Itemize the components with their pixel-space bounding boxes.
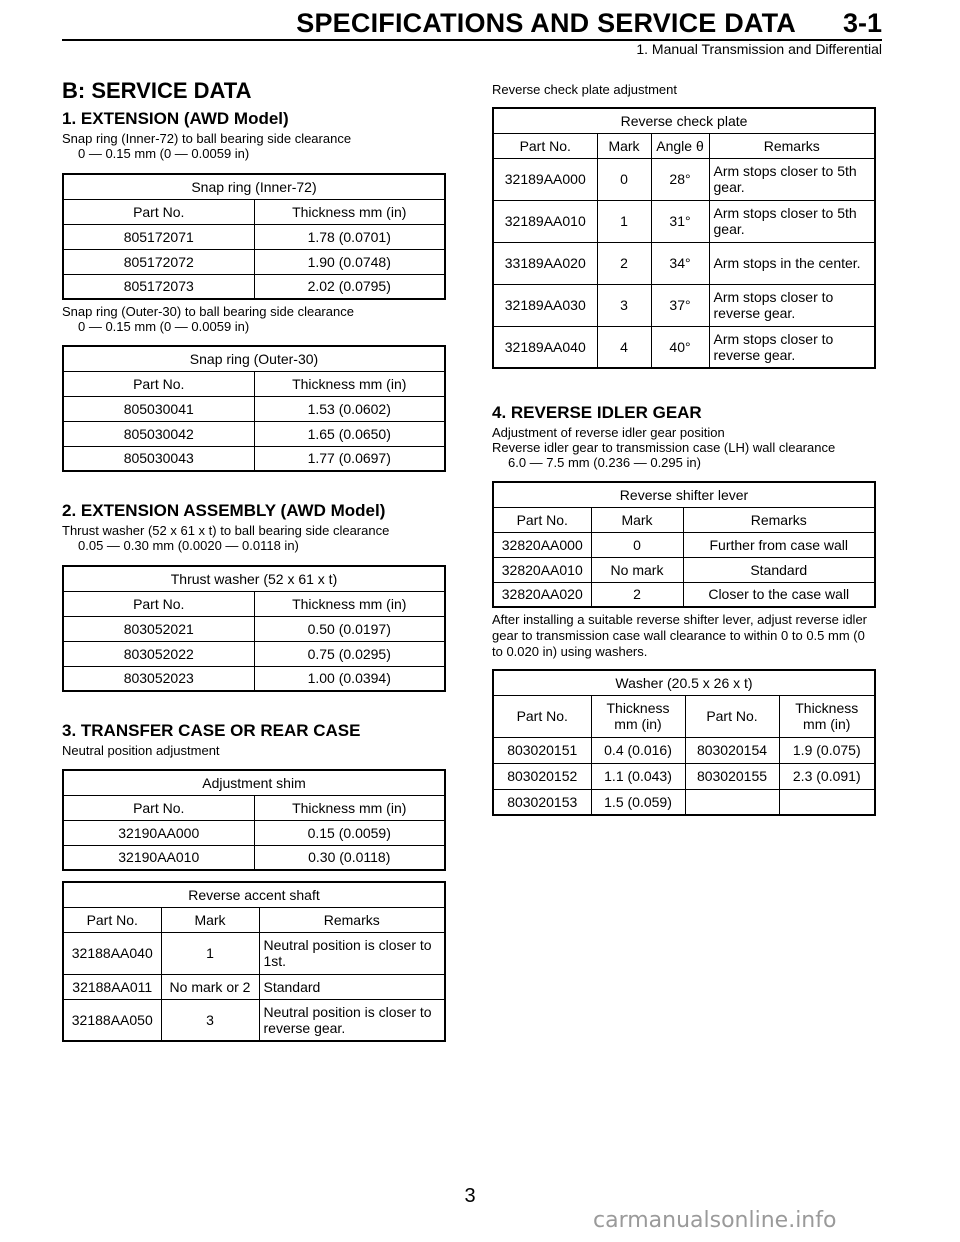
page-heading: B: SERVICE DATA xyxy=(62,78,252,103)
thickness-cell: 2.02 (0.0795) xyxy=(254,274,445,299)
table-row xyxy=(493,158,875,200)
part-number-cell: 32190AA000 xyxy=(63,820,254,845)
part-number-cell: 32820AA000 xyxy=(493,532,591,557)
column-header: Part No. xyxy=(63,371,254,396)
section1-intro-line2: 0 — 0.15 mm (0 — 0.0059 in) xyxy=(78,146,250,161)
remarks-cell: Standard xyxy=(259,974,445,999)
column-header: Thickness mm (in) xyxy=(254,795,445,820)
thickness-cell: 1.77 (0.0697) xyxy=(254,446,445,471)
mark-cell: 0 xyxy=(597,158,651,200)
section4-heading: 4. REVERSE IDLER GEAR xyxy=(492,403,702,422)
snap-ring-outer-table xyxy=(62,345,446,472)
column-header: Part No. xyxy=(63,795,254,820)
table-row xyxy=(493,737,875,763)
table-row xyxy=(63,616,445,641)
column-header: Remarks xyxy=(259,907,445,932)
part-number-cell: 32188AA050 xyxy=(63,999,161,1041)
thickness-cell: 0.4 (0.016) xyxy=(591,737,685,763)
reverse-accent-shaft-table xyxy=(62,881,446,1042)
mark-cell: 3 xyxy=(597,284,651,326)
column-header: Part No. xyxy=(63,591,254,616)
thickness-cell: 1.00 (0.0394) xyxy=(254,666,445,691)
header-title: SPECIFICATIONS AND SERVICE DATA xyxy=(296,8,796,38)
section1-intro-line1: Snap ring (Inner-72) to ball bearing side clearance xyxy=(62,131,352,146)
table-title: Snap ring (Inner-72) xyxy=(63,174,445,199)
thickness-cell xyxy=(779,789,875,815)
column-header: Part No. xyxy=(493,507,591,532)
part-number-cell: 805172073 xyxy=(63,274,254,299)
column-header: Thickness mm (in) xyxy=(779,695,875,737)
part-number-cell: 803020152 xyxy=(493,763,591,789)
section2-intro-line1: Thrust washer (52 x 61 x t) to ball bearing side clearance xyxy=(62,523,390,538)
part-number-cell: 33189AA020 xyxy=(493,242,597,284)
mark-cell: No mark or 2 xyxy=(161,974,259,999)
section3-heading: 3. TRANSFER CASE OR REAR CASE xyxy=(62,721,361,740)
thickness-cell: 0.50 (0.0197) xyxy=(254,616,445,641)
column-header: Thickness mm (in) xyxy=(254,591,445,616)
column-header: Angle θ xyxy=(651,133,709,158)
section1-intro2-line1: Snap ring (Outer-30) to ball bearing side clearance xyxy=(62,304,354,319)
mark-cell: No mark xyxy=(591,557,683,582)
snap-ring-inner-table xyxy=(62,173,446,300)
part-number-cell: 803020154 xyxy=(685,737,779,763)
section2-heading: 2. EXTENSION ASSEMBLY (AWD Model) xyxy=(62,501,386,520)
remarks-cell: Arm stops closer to 5th gear. xyxy=(709,158,875,200)
part-number-cell: 803052022 xyxy=(63,641,254,666)
table-row xyxy=(493,284,875,326)
table-row xyxy=(63,999,445,1041)
watermark: carmanualsonline.info xyxy=(593,1208,837,1233)
column-header: Thickness mm (in) xyxy=(591,695,685,737)
mark-cell: 1 xyxy=(597,200,651,242)
table-title: Washer (20.5 x 26 x t) xyxy=(493,670,875,695)
remarks-cell: Neutral position is closer to reverse gear. xyxy=(259,999,445,1041)
table-title: Snap ring (Outer-30) xyxy=(63,346,445,371)
page-number: 3 xyxy=(464,1185,476,1207)
part-number-cell: 805172072 xyxy=(63,249,254,274)
column-header: Part No. xyxy=(493,695,591,737)
table-row xyxy=(63,396,445,421)
part-number-cell: 32820AA020 xyxy=(493,582,591,607)
thickness-cell: 1.1 (0.043) xyxy=(591,763,685,789)
column-header: Thickness mm (in) xyxy=(254,371,445,396)
table-row xyxy=(63,224,445,249)
table-title: Thrust washer (52 x 61 x t) xyxy=(63,566,445,591)
column-header: Mark xyxy=(597,133,651,158)
table-row xyxy=(493,582,875,607)
remarks-cell: Closer to the case wall xyxy=(683,582,875,607)
remarks-cell: Arm stops closer to 5th gear. xyxy=(709,200,875,242)
reverse-check-plate-table xyxy=(492,107,876,369)
part-number-cell: 32820AA010 xyxy=(493,557,591,582)
washer-table xyxy=(492,669,876,816)
table-row xyxy=(63,446,445,471)
mark-cell: 4 xyxy=(597,326,651,368)
column-header: Part No. xyxy=(63,907,161,932)
table-row xyxy=(493,763,875,789)
part-number-cell: 32190AA010 xyxy=(63,845,254,870)
remarks-cell: Arm stops in the center. xyxy=(709,242,875,284)
page-header xyxy=(62,6,882,58)
thickness-cell: 2.3 (0.091) xyxy=(779,763,875,789)
part-number-cell: 805030042 xyxy=(63,421,254,446)
section2-intro-line2: 0.05 — 0.30 mm (0.0020 — 0.0118 in) xyxy=(78,538,299,553)
part-number-cell: 803052023 xyxy=(63,666,254,691)
mark-cell: 3 xyxy=(161,999,259,1041)
reverse-shifter-lever-table xyxy=(492,481,876,608)
section3-intro: Neutral position adjustment xyxy=(62,743,220,758)
part-number-cell: 803020155 xyxy=(685,763,779,789)
thrust-washer-table xyxy=(62,565,446,692)
part-number-cell: 32189AA010 xyxy=(493,200,597,242)
part-number-cell: 32189AA040 xyxy=(493,326,597,368)
column-header: Remarks xyxy=(683,507,875,532)
column-header: Remarks xyxy=(709,133,875,158)
column-header: Part No. xyxy=(685,695,779,737)
part-number-cell: 803052021 xyxy=(63,616,254,641)
angle-cell: 40° xyxy=(651,326,709,368)
mark-cell: 2 xyxy=(597,242,651,284)
angle-cell: 34° xyxy=(651,242,709,284)
table-row xyxy=(63,274,445,299)
section1-intro2-line2: 0 — 0.15 mm (0 — 0.0059 in) xyxy=(78,319,250,334)
table-title: Reverse accent shaft xyxy=(63,882,445,907)
table-title: Reverse check plate xyxy=(493,108,875,133)
mark-cell: 2 xyxy=(591,582,683,607)
part-number-cell: 32189AA000 xyxy=(493,158,597,200)
table-title: Reverse shifter lever xyxy=(493,482,875,507)
check-plate-intro: Reverse check plate adjustment xyxy=(492,82,677,97)
angle-cell: 31° xyxy=(651,200,709,242)
thickness-cell: 1.65 (0.0650) xyxy=(254,421,445,446)
remarks-cell: Standard xyxy=(683,557,875,582)
mark-cell: 1 xyxy=(161,932,259,974)
column-header: Part No. xyxy=(493,133,597,158)
table-row xyxy=(63,932,445,974)
header-subtitle: 1. Manual Transmission and Differential xyxy=(636,41,882,57)
table-row xyxy=(493,789,875,815)
thickness-cell: 1.9 (0.075) xyxy=(779,737,875,763)
table-row xyxy=(493,242,875,284)
column-header: Mark xyxy=(161,907,259,932)
section4-intro-line1: Adjustment of reverse idler gear position xyxy=(492,425,725,440)
table-row xyxy=(493,532,875,557)
table-row xyxy=(493,557,875,582)
table-title: Adjustment shim xyxy=(63,770,445,795)
remarks-cell: Further from case wall xyxy=(683,532,875,557)
section-number: 3-1 xyxy=(842,8,882,38)
angle-cell: 37° xyxy=(651,284,709,326)
thickness-cell: 1.53 (0.0602) xyxy=(254,396,445,421)
thickness-cell: 0.15 (0.0059) xyxy=(254,820,445,845)
table-row xyxy=(493,326,875,368)
section4-intro-line3: 6.0 — 7.5 mm (0.236 — 0.295 in) xyxy=(508,455,701,470)
table-row xyxy=(493,200,875,242)
table-row xyxy=(63,666,445,691)
remarks-cell: Arm stops closer to reverse gear. xyxy=(709,326,875,368)
part-number-cell: 32189AA030 xyxy=(493,284,597,326)
angle-cell: 28° xyxy=(651,158,709,200)
table-row xyxy=(63,641,445,666)
thickness-cell: 0.30 (0.0118) xyxy=(254,845,445,870)
section4-intro-line2: Reverse idler gear to transmission case (LH) wall clearance xyxy=(492,440,836,455)
thickness-cell: 1.90 (0.0748) xyxy=(254,249,445,274)
column-header: Part No. xyxy=(63,199,254,224)
thickness-cell: 1.78 (0.0701) xyxy=(254,224,445,249)
table-row xyxy=(63,845,445,870)
table-row xyxy=(63,974,445,999)
remarks-cell: Neutral position is closer to 1st. xyxy=(259,932,445,974)
part-number-cell: 805030043 xyxy=(63,446,254,471)
part-number-cell: 805172071 xyxy=(63,224,254,249)
table-row xyxy=(63,421,445,446)
part-number-cell: 805030041 xyxy=(63,396,254,421)
thickness-cell: 0.75 (0.0295) xyxy=(254,641,445,666)
part-number-cell: 803020153 xyxy=(493,789,591,815)
adjustment-shim-table xyxy=(62,769,446,871)
part-number-cell: 803020151 xyxy=(493,737,591,763)
column-header: Thickness mm (in) xyxy=(254,199,445,224)
part-number-cell: 32188AA011 xyxy=(63,974,161,999)
mark-cell: 0 xyxy=(591,532,683,557)
part-number-cell: 32188AA040 xyxy=(63,932,161,974)
thickness-cell: 1.5 (0.059) xyxy=(591,789,685,815)
column-header: Mark xyxy=(591,507,683,532)
part-number-cell xyxy=(685,789,779,815)
remarks-cell: Arm stops closer to reverse gear. xyxy=(709,284,875,326)
section1-heading: 1. EXTENSION (AWD Model) xyxy=(62,109,289,128)
section4-note: After installing a suitable reverse shifter lever, adjust reverse idler gear to transmission case wall clearance to within 0 to 0.5 mm (0 to 0.020 in) using washers. xyxy=(492,612,868,659)
table-row xyxy=(63,249,445,274)
table-row xyxy=(63,820,445,845)
